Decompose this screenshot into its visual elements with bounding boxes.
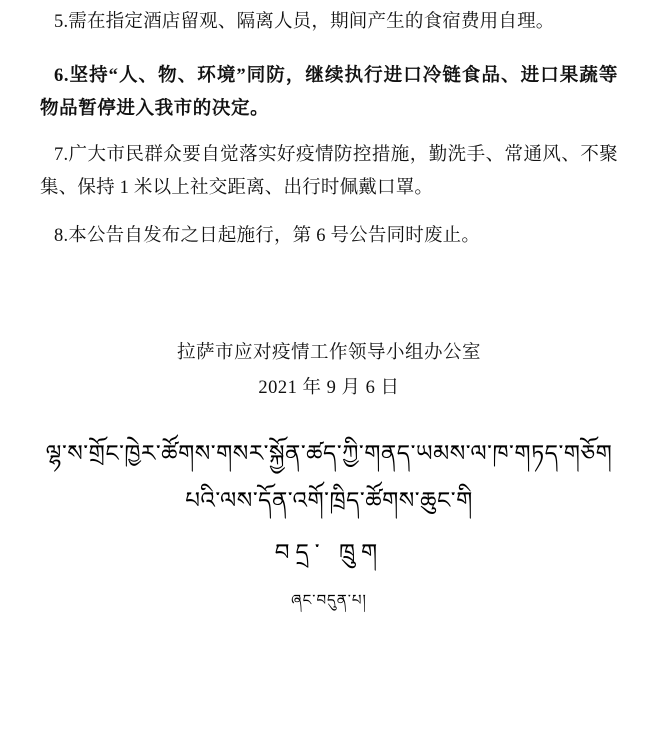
paragraph-item-6: 6.坚持“人、物、环境”同防，继续执行进口冷链食品、进口果蔬等物品暂停进入我市的决定。 [40,66,618,119]
paragraph-item-7: 7.广大市民群众要自觉落实好疫情防控措施，勤洗手、常通风、不聚集、保持 1 米以上社交距离、出行时佩戴口罩。 [40,145,618,198]
issuing-organization: 拉萨市应对疫情工作领导小组办公室 [176,343,481,364]
paragraph-item-5: 5.需在指定酒店留观、隔离人员，期间产生的食宿费用自理。 [54,12,555,32]
tibetan-line-1: ལྷ་ས་གྲོང་ཁྱེར་ཚོགས་གསར་སྐྱོན་ཚད་ཀྱི་གནད་ཡམས་ལ་ཁ་གཏད་གཅོག [45,440,613,467]
tibetan-signature-block [40,437,618,613]
signature-block [40,336,618,406]
tibetan-line-4: ཞང་བདུན་པ། [291,591,367,610]
tibetan-line-3: བདྲ་ ཁྲུག [274,539,384,566]
paragraph-item-8: 8.本公告自发布之日起施行，第 6 号公告同时废止。 [54,225,481,246]
tibetan-line-2: པའི་ལས་དོན་འགོ་ཁྲིད་ཚོགས་ཆུང་གི [185,488,473,515]
issue-date: 2021 年 9 月 6 日 [258,378,400,399]
